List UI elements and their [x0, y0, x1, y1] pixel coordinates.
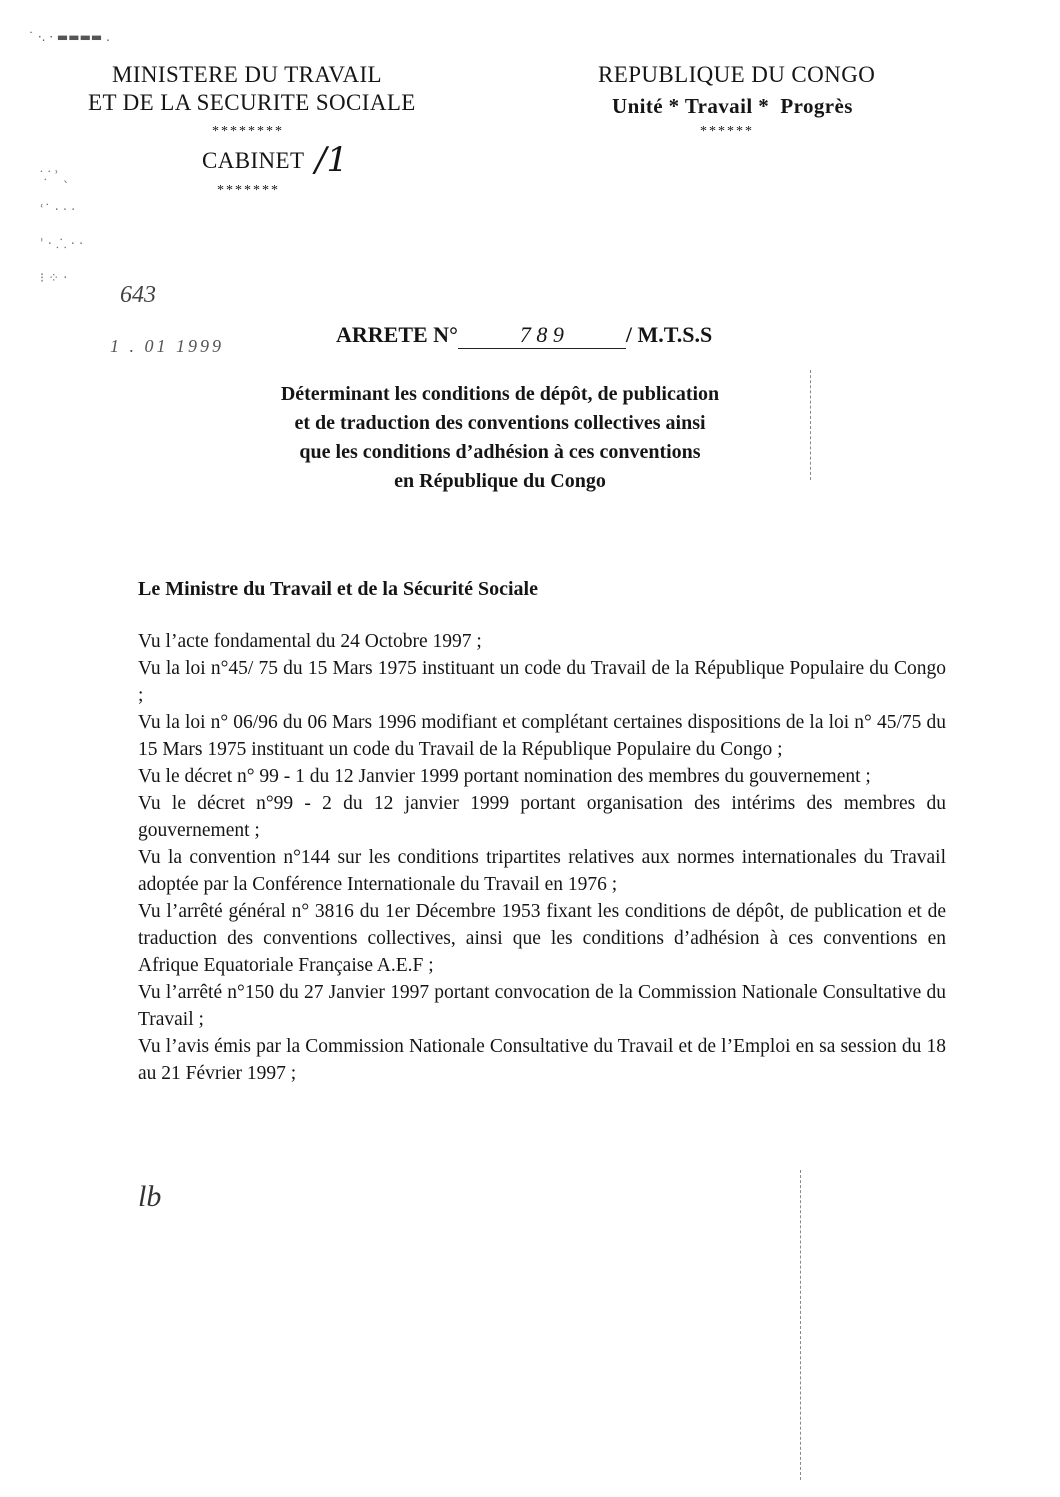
scan-specks-left: ⸪ ʾ ˎ ʿ˙ · · · ˈ · ⸫ · · ⁝ ⁘ · [40, 169, 84, 286]
header-left-stars: ******** [212, 124, 284, 139]
minister-heading: Le Ministre du Travail et de la Sécurité Sociale [138, 578, 538, 600]
scan-smudge-top-left: ˙ ·. · ▬▬▬▬ . [28, 30, 110, 44]
visa-item: Vu la loi n°45/ 75 du 15 Mars 1975 instituant un code du Travail de la République Populaire du Congo ; [138, 658, 946, 706]
fold-line-right-lower [800, 1170, 801, 1480]
visa-item: Vu le décret n° 99 - 1 du 12 Janvier 1999 portant nomination des membres du gouvernement ; [138, 766, 871, 787]
visa-list [138, 628, 946, 1087]
visa-item: Vu l’arrêté général n° 3816 du 1er Décembre 1953 fixant les conditions de dépôt, de publication et de traduction des conventions collectives, ainsi que les conditions d’adhésion à ces conventions en Afrique Equatoriale Française A.E.F ; [138, 901, 946, 976]
decree-title-line4: en République du Congo [394, 470, 606, 492]
handwritten-initials: lb [138, 1180, 162, 1213]
republic-motto: Unité * Travail * Progrès [612, 94, 853, 118]
visa-item: Vu l’acte fondamental du 24 Octobre 1997 ; [138, 631, 482, 652]
visa-item: Vu l’avis émis par la Commission Nationale Consultative du Travail et de l’Emploi en sa session du 18 au 21 Février 1997 ; [138, 1036, 946, 1084]
ministry-name-line1: MINISTERE DU TRAVAIL [112, 62, 382, 87]
decree-title-line2: et de traduction des conventions collectives ainsi [294, 412, 706, 434]
arrete-suffix: / M.T.S.S [625, 322, 713, 347]
arrete-prefix: ARRETE N° [336, 322, 458, 347]
handwritten-registry-number: 643 [120, 282, 156, 308]
handwritten-date-stamp: 1 . 01 1999 [110, 336, 224, 356]
cabinet-handwritten-mark: /1 [315, 140, 349, 180]
decree-title [170, 380, 830, 496]
arrete-number: 7 8 9 [458, 322, 626, 349]
visa-item: Vu la loi n° 06/96 du 06 Mars 1996 modifiant et complétant certaines dispositions de la loi n° 45/75 du 15 Mars 1975 instituant un code du Travail de la République Populaire du Congo ; [138, 712, 946, 760]
decree-title-line1: Déterminant les conditions de dépôt, de publication [280, 383, 720, 405]
header-right-stars: ****** [700, 124, 754, 139]
visa-item: Vu l’arrêté n°150 du 27 Janvier 1997 portant convocation de la Commission Nationale Consultative du Travail ; [138, 982, 946, 1030]
ministry-name-line2: ET DE LA SECURITE SOCIALE [88, 90, 416, 115]
cabinet-stars: ******* [217, 183, 280, 198]
decree-title-line3: que les conditions d’adhésion à ces conventions [299, 441, 701, 463]
republic-name: REPUBLIQUE DU CONGO [598, 62, 876, 87]
visa-item: Vu le décret n°99 - 2 du 12 janvier 1999 portant organisation des intérims des membres du gouvernement ; [138, 793, 946, 841]
arrete-line [336, 322, 712, 349]
visa-item: Vu la convention n°144 sur les conditions tripartites relatives aux normes internationales du Travail adoptée par la Conférence Internationale du Travail en 1976 ; [138, 847, 946, 895]
cabinet-label: CABINET [202, 148, 305, 173]
